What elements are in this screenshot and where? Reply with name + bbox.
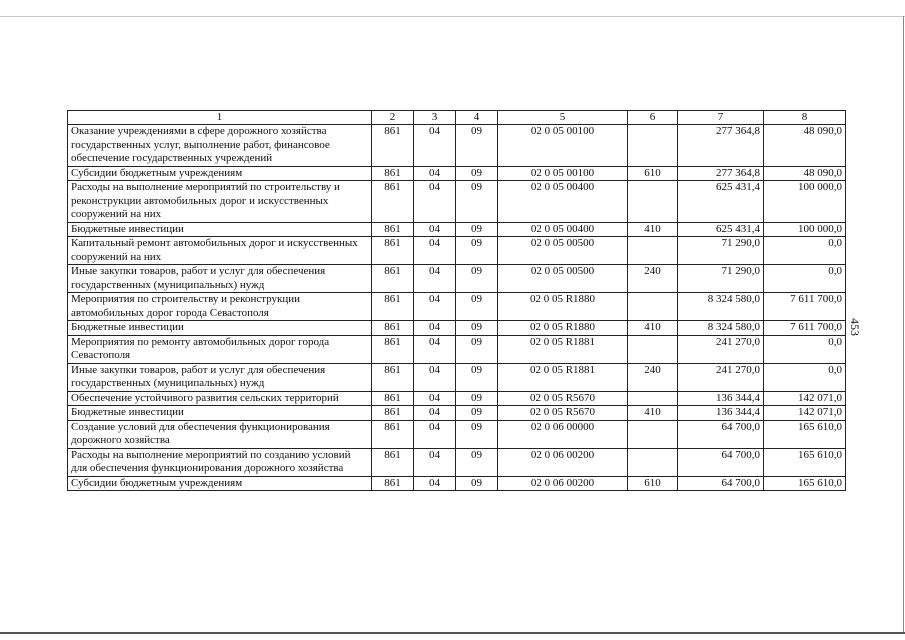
amount-col8: 142 071,0	[764, 391, 846, 406]
section-code: 04	[414, 406, 456, 421]
amount-col8: 100 000,0	[764, 181, 846, 223]
table-row	[68, 420, 846, 448]
table-row	[68, 222, 846, 237]
expense-name: Капитальный ремонт автомобильных дорог и искусственных сооружений на них	[68, 237, 372, 265]
target-item-code: 02 0 06 00200	[498, 476, 628, 491]
amount-col8: 165 610,0	[764, 476, 846, 491]
expense-type-code: 610	[628, 476, 678, 491]
amount-col8: 165 610,0	[764, 420, 846, 448]
col-header: 5	[498, 111, 628, 125]
amount-col7: 241 270,0	[678, 363, 764, 391]
ministry-code: 861	[372, 293, 414, 321]
section-code: 04	[414, 265, 456, 293]
ministry-code: 861	[372, 406, 414, 421]
target-item-code: 02 0 05 00500	[498, 237, 628, 265]
target-item-code: 02 0 06 00000	[498, 420, 628, 448]
subsection-code: 09	[456, 265, 498, 293]
amount-col7: 71 290,0	[678, 265, 764, 293]
section-code: 04	[414, 321, 456, 336]
budget-table	[67, 110, 846, 491]
amount-col7: 64 700,0	[678, 448, 764, 476]
table-row	[68, 335, 846, 363]
target-item-code: 02 0 05 R1881	[498, 363, 628, 391]
section-code: 04	[414, 166, 456, 181]
target-item-code: 02 0 05 R5670	[498, 406, 628, 421]
amount-col8: 48 090,0	[764, 166, 846, 181]
table-row	[68, 125, 846, 167]
expense-name: Субсидии бюджетным учреждениям	[68, 476, 372, 491]
expense-name: Бюджетные инвестиции	[68, 222, 372, 237]
subsection-code: 09	[456, 222, 498, 237]
ministry-code: 861	[372, 335, 414, 363]
amount-col8: 0,0	[764, 335, 846, 363]
subsection-code: 09	[456, 237, 498, 265]
col-header: 1	[68, 111, 372, 125]
target-item-code: 02 0 05 R1881	[498, 335, 628, 363]
expense-type-code	[628, 237, 678, 265]
expense-type-code: 240	[628, 363, 678, 391]
target-item-code: 02 0 06 00200	[498, 448, 628, 476]
section-code: 04	[414, 125, 456, 167]
ministry-code: 861	[372, 420, 414, 448]
ministry-code: 861	[372, 166, 414, 181]
expense-type-code: 610	[628, 166, 678, 181]
col-header: 8	[764, 111, 846, 125]
subsection-code: 09	[456, 125, 498, 167]
expense-name: Расходы на выполнение мероприятий по созданию условий для обеспечения функционирования дорожного хозяйства	[68, 448, 372, 476]
ministry-code: 861	[372, 237, 414, 265]
expense-type-code	[628, 420, 678, 448]
col-header: 6	[628, 111, 678, 125]
ministry-code: 861	[372, 125, 414, 167]
subsection-code: 09	[456, 293, 498, 321]
amount-col8: 48 090,0	[764, 125, 846, 167]
section-code: 04	[414, 363, 456, 391]
section-code: 04	[414, 420, 456, 448]
target-item-code: 02 0 05 00100	[498, 125, 628, 167]
ministry-code: 861	[372, 448, 414, 476]
subsection-code: 09	[456, 166, 498, 181]
subsection-code: 09	[456, 335, 498, 363]
section-code: 04	[414, 448, 456, 476]
target-item-code: 02 0 05 00500	[498, 265, 628, 293]
section-code: 04	[414, 335, 456, 363]
col-header: 2	[372, 111, 414, 125]
amount-col7: 241 270,0	[678, 335, 764, 363]
subsection-code: 09	[456, 406, 498, 421]
expense-type-code	[628, 125, 678, 167]
table-row	[68, 448, 846, 476]
expense-type-code: 240	[628, 265, 678, 293]
col-header: 4	[456, 111, 498, 125]
target-item-code: 02 0 05 00400	[498, 222, 628, 237]
expense-type-code	[628, 335, 678, 363]
subsection-code: 09	[456, 476, 498, 491]
table-row	[68, 476, 846, 491]
expense-name: Обеспечение устойчивого развития сельских территорий	[68, 391, 372, 406]
expense-type-code	[628, 448, 678, 476]
ministry-code: 861	[372, 181, 414, 223]
amount-col7: 625 431,4	[678, 181, 764, 223]
expense-name: Бюджетные инвестиции	[68, 321, 372, 336]
table-row	[68, 166, 846, 181]
scan-edge-top	[0, 16, 905, 17]
expense-name: Мероприятия по строительству и реконструкции автомобильных дорог города Севастополя	[68, 293, 372, 321]
amount-col8: 0,0	[764, 265, 846, 293]
ministry-code: 861	[372, 476, 414, 491]
ministry-code: 861	[372, 321, 414, 336]
amount-col8: 0,0	[764, 363, 846, 391]
target-item-code: 02 0 05 R5670	[498, 391, 628, 406]
subsection-code: 09	[456, 321, 498, 336]
table-row	[68, 265, 846, 293]
amount-col7: 136 344,4	[678, 406, 764, 421]
amount-col8: 7 611 700,0	[764, 293, 846, 321]
expense-name: Расходы на выполнение мероприятий по строительству и реконструкции автомобильных дорог и искусственных сооружений на них	[68, 181, 372, 223]
amount-col8: 0,0	[764, 237, 846, 265]
section-code: 04	[414, 476, 456, 491]
header-row	[68, 111, 846, 125]
table-row	[68, 363, 846, 391]
ministry-code: 861	[372, 391, 414, 406]
amount-col7: 8 324 580,0	[678, 321, 764, 336]
section-code: 04	[414, 237, 456, 265]
section-code: 04	[414, 222, 456, 237]
expense-type-code	[628, 181, 678, 223]
table-row	[68, 321, 846, 336]
expense-type-code: 410	[628, 406, 678, 421]
table-row	[68, 181, 846, 223]
expense-name: Мероприятия по ремонту автомобильных дорог города Севастополя	[68, 335, 372, 363]
col-header: 3	[414, 111, 456, 125]
expense-name: Субсидии бюджетным учреждениям	[68, 166, 372, 181]
subsection-code: 09	[456, 391, 498, 406]
expense-type-code: 410	[628, 222, 678, 237]
col-header: 7	[678, 111, 764, 125]
expense-type-code	[628, 391, 678, 406]
subsection-code: 09	[456, 181, 498, 223]
ministry-code: 861	[372, 265, 414, 293]
expense-type-code	[628, 293, 678, 321]
expense-name: Бюджетные инвестиции	[68, 406, 372, 421]
amount-col8: 165 610,0	[764, 448, 846, 476]
expense-name: Создание условий для обеспечения функционирования дорожного хозяйства	[68, 420, 372, 448]
subsection-code: 09	[456, 420, 498, 448]
expense-name: Оказание учреждениями в сфере дорожного хозяйства государственных услуг, выполнение работ, финансовое обеспечение государственных учреждений	[68, 125, 372, 167]
amount-col7: 64 700,0	[678, 476, 764, 491]
expense-name: Иные закупки товаров, работ и услуг для обеспечения государственных (муниципальных) нужд	[68, 363, 372, 391]
ministry-code: 861	[372, 363, 414, 391]
amount-col7: 625 431,4	[678, 222, 764, 237]
scan-edge-bottom	[0, 632, 905, 634]
amount-col7: 277 364,8	[678, 125, 764, 167]
page-number: 453	[848, 318, 862, 336]
amount-col7: 8 324 580,0	[678, 293, 764, 321]
table-row	[68, 237, 846, 265]
amount-col8: 7 611 700,0	[764, 321, 846, 336]
table-row	[68, 406, 846, 421]
expense-name: Иные закупки товаров, работ и услуг для обеспечения государственных (муниципальных) нужд	[68, 265, 372, 293]
target-item-code: 02 0 05 R1880	[498, 293, 628, 321]
amount-col8: 142 071,0	[764, 406, 846, 421]
table-row	[68, 293, 846, 321]
subsection-code: 09	[456, 448, 498, 476]
expense-type-code: 410	[628, 321, 678, 336]
section-code: 04	[414, 181, 456, 223]
ministry-code: 861	[372, 222, 414, 237]
amount-col7: 136 344,4	[678, 391, 764, 406]
subsection-code: 09	[456, 363, 498, 391]
scan-edge-right	[903, 16, 904, 634]
target-item-code: 02 0 05 00400	[498, 181, 628, 223]
table-row	[68, 391, 846, 406]
target-item-code: 02 0 05 R1880	[498, 321, 628, 336]
amount-col8: 100 000,0	[764, 222, 846, 237]
amount-col7: 71 290,0	[678, 237, 764, 265]
amount-col7: 277 364,8	[678, 166, 764, 181]
target-item-code: 02 0 05 00100	[498, 166, 628, 181]
section-code: 04	[414, 391, 456, 406]
section-code: 04	[414, 293, 456, 321]
amount-col7: 64 700,0	[678, 420, 764, 448]
